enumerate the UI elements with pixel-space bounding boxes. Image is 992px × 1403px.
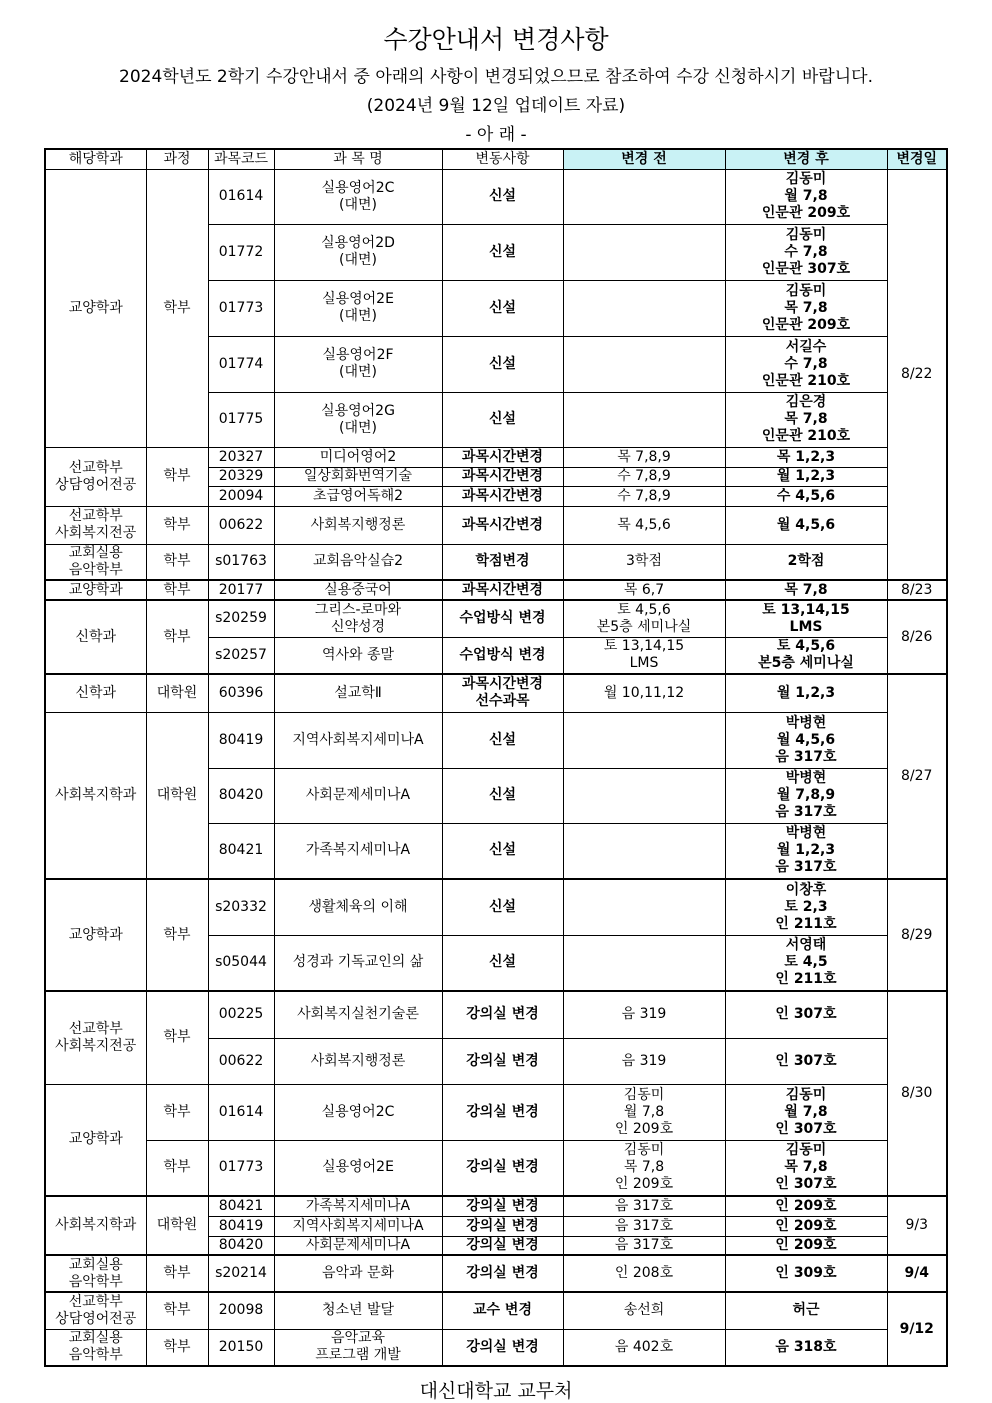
- change-cell: 신설: [442, 336, 563, 392]
- table-row: [45, 1084, 947, 1140]
- subject-cell: 실용영어2C: [274, 1084, 442, 1140]
- course-cell: 학부: [146, 1140, 208, 1196]
- after-cell: 인 209호: [725, 1196, 887, 1216]
- date-cell: 8/27: [887, 674, 947, 879]
- dept-cell: 선교학부 사회복지전공: [45, 506, 146, 544]
- date-cell: 9/4: [887, 1255, 947, 1292]
- before-cell: [563, 280, 725, 336]
- code-cell: 01775: [208, 392, 274, 447]
- subject-cell: 사회복지실천기술론: [274, 991, 442, 1038]
- page-title: 수강안내서 변경사항: [383, 25, 609, 54]
- table-row: [45, 1140, 947, 1196]
- code-cell: 20150: [208, 1329, 274, 1366]
- code-cell: 00622: [208, 506, 274, 544]
- code-cell: s05044: [208, 935, 274, 991]
- date-cell: 9/3: [887, 1196, 947, 1255]
- subject-cell: 실용영어2E (대면): [274, 280, 442, 336]
- course-cell: 학부: [146, 1255, 208, 1292]
- after-cell: 이창후 토 2,3 인 211호: [725, 879, 887, 935]
- table-row: [45, 580, 947, 600]
- after-cell: 월 1,2,3: [725, 674, 887, 712]
- code-cell: s20214: [208, 1255, 274, 1292]
- course-cell: 대학원: [146, 1196, 208, 1255]
- code-cell: 01773: [208, 280, 274, 336]
- after-cell: 월 1,2,3: [725, 467, 887, 486]
- col-header-dept: 해당학과: [45, 149, 146, 169]
- table-row: [45, 879, 947, 935]
- table-row: [45, 1292, 947, 1329]
- subject-cell: 음악교육 프로그램 개발: [274, 1329, 442, 1366]
- subject-cell: 일상회화번역기술: [274, 467, 442, 486]
- change-cell: 수업방식 변경: [442, 600, 563, 637]
- before-cell: 수 7,8,9: [563, 486, 725, 506]
- change-cell: 과목시간변경: [442, 580, 563, 600]
- before-cell: 음 317호: [563, 1236, 725, 1255]
- before-cell: 음 317호: [563, 1216, 725, 1236]
- code-cell: 20098: [208, 1292, 274, 1329]
- after-cell: 음 318호: [725, 1329, 887, 1366]
- dept-cell: 선교학부 상담영어전공: [45, 447, 146, 506]
- date-cell: 8/30: [887, 991, 947, 1196]
- dept-cell: 교양학과: [45, 169, 146, 447]
- change-cell: 학점변경: [442, 544, 563, 580]
- code-cell: 80420: [208, 768, 274, 823]
- subject-cell: 가족복지세미나A: [274, 1196, 442, 1216]
- change-cell: 강의실 변경: [442, 991, 563, 1038]
- course-cell: 학부: [146, 600, 208, 674]
- change-cell: 강의실 변경: [442, 1038, 563, 1084]
- before-cell: [563, 935, 725, 991]
- course-cell: 학부: [146, 879, 208, 991]
- code-cell: 01774: [208, 336, 274, 392]
- change-cell: 과목시간변경: [442, 467, 563, 486]
- before-cell: [563, 712, 725, 768]
- code-cell: s20332: [208, 879, 274, 935]
- before-cell: 토 4,5,6 본5층 세미나실: [563, 600, 725, 637]
- change-cell: 교수 변경: [442, 1292, 563, 1329]
- table-row: [45, 674, 947, 712]
- after-cell: 인 209호: [725, 1236, 887, 1255]
- before-cell: [563, 879, 725, 935]
- change-cell: 강의실 변경: [442, 1140, 563, 1196]
- footer-office: 대신대학교 교무처: [419, 1380, 573, 1402]
- subject-cell: 그리스-로마와 신약성경: [274, 600, 442, 637]
- subject-cell: 성경과 기독교인의 삶: [274, 935, 442, 991]
- subject-cell: 초급영어독해2: [274, 486, 442, 506]
- table-row: [45, 600, 947, 637]
- subject-cell: 역사와 종말: [274, 637, 442, 674]
- table-row: [45, 712, 947, 768]
- after-cell: 김동미 수 7,8 인문관 307호: [725, 224, 887, 280]
- course-cell: 대학원: [146, 712, 208, 879]
- table-row: [45, 1255, 947, 1292]
- dept-cell: 사회복지학과: [45, 712, 146, 879]
- dept-cell: 교양학과: [45, 580, 146, 600]
- change-cell: 강의실 변경: [442, 1216, 563, 1236]
- col-header-date: 변경일: [887, 149, 947, 169]
- change-cell: 과목시간변경 선수과목: [442, 674, 563, 712]
- code-cell: 00225: [208, 991, 274, 1038]
- code-cell: 80419: [208, 712, 274, 768]
- subject-cell: 가족복지세미나A: [274, 823, 442, 879]
- subject-cell: 실용영어2C (대면): [274, 169, 442, 224]
- subject-cell: 설교학Ⅱ: [274, 674, 442, 712]
- subject-cell: 사회문제세미나A: [274, 1236, 442, 1255]
- col-header-change: 변동사항: [442, 149, 563, 169]
- before-cell: 김동미 목 7,8 인 209호: [563, 1140, 725, 1196]
- dept-cell: 교양학과: [45, 879, 146, 991]
- subject-cell: 지역사회복지세미나A: [274, 712, 442, 768]
- before-cell: 인 208호: [563, 1255, 725, 1292]
- before-cell: 3학점: [563, 544, 725, 580]
- subject-cell: 미디어영어2: [274, 447, 442, 467]
- before-cell: 수 7,8,9: [563, 467, 725, 486]
- code-cell: 20177: [208, 580, 274, 600]
- code-cell: 80421: [208, 823, 274, 879]
- change-cell: 강의실 변경: [442, 1084, 563, 1140]
- subject-cell: 실용영어2G (대면): [274, 392, 442, 447]
- date-cell: 8/23: [887, 580, 947, 600]
- after-cell: 인 209호: [725, 1216, 887, 1236]
- code-cell: s20257: [208, 637, 274, 674]
- after-cell: 인 307호: [725, 1038, 887, 1084]
- change-cell: 신설: [442, 823, 563, 879]
- code-cell: 01772: [208, 224, 274, 280]
- code-cell: 80421: [208, 1196, 274, 1216]
- col-header-after: 변경 후: [725, 149, 887, 169]
- course-cell: 학부: [146, 1292, 208, 1329]
- after-cell: 박병현 월 4,5,6 음 317호: [725, 712, 887, 768]
- table-row: [45, 1196, 947, 1216]
- change-cell: 과목시간변경: [442, 447, 563, 467]
- before-cell: 음 317호: [563, 1196, 725, 1216]
- course-cell: 학부: [146, 506, 208, 544]
- subject-cell: 실용중국어: [274, 580, 442, 600]
- course-cell: 학부: [146, 169, 208, 447]
- course-cell: 학부: [146, 447, 208, 506]
- subject-cell: 음악과 문화: [274, 1255, 442, 1292]
- change-cell: 신설: [442, 768, 563, 823]
- course-cell: 대학원: [146, 674, 208, 712]
- before-cell: 음 402호: [563, 1329, 725, 1366]
- after-cell: 김동미 월 7,8 인문관 209호: [725, 169, 887, 224]
- change-cell: 과목시간변경: [442, 506, 563, 544]
- after-cell: 토 4,5,6 본5층 세미나실: [725, 637, 887, 674]
- dept-cell: 교회실용 음악학부: [45, 1255, 146, 1292]
- subject-cell: 실용영어2F (대면): [274, 336, 442, 392]
- before-cell: 목 4,5,6: [563, 506, 725, 544]
- change-cell: 신설: [442, 280, 563, 336]
- code-cell: 20329: [208, 467, 274, 486]
- change-cell: 과목시간변경: [442, 486, 563, 506]
- subject-cell: 생활체육의 이해: [274, 879, 442, 935]
- header-row: [45, 149, 947, 169]
- dept-cell: 신학과: [45, 600, 146, 674]
- code-cell: 01614: [208, 1084, 274, 1140]
- course-cell: 학부: [146, 580, 208, 600]
- table-row: [45, 991, 947, 1038]
- change-cell: 강의실 변경: [442, 1236, 563, 1255]
- change-cell: 강의실 변경: [442, 1255, 563, 1292]
- dept-cell: 교회실용 음악학부: [45, 1329, 146, 1366]
- course-cell: 학부: [146, 1329, 208, 1366]
- before-cell: 음 319: [563, 991, 725, 1038]
- date-cell: 8/29: [887, 879, 947, 991]
- dept-cell: 선교학부 사회복지전공: [45, 991, 146, 1084]
- change-cell: 강의실 변경: [442, 1329, 563, 1366]
- col-header-before: 변경 전: [563, 149, 725, 169]
- after-cell: 목 1,2,3: [725, 447, 887, 467]
- after-cell: 토 13,14,15 LMS: [725, 600, 887, 637]
- code-cell: s01763: [208, 544, 274, 580]
- code-cell: 80419: [208, 1216, 274, 1236]
- before-cell: 목 6,7: [563, 580, 725, 600]
- before-cell: 음 319: [563, 1038, 725, 1084]
- col-header-course: 과정: [146, 149, 208, 169]
- code-cell: s20259: [208, 600, 274, 637]
- code-cell: 01773: [208, 1140, 274, 1196]
- after-cell: 인 309호: [725, 1255, 887, 1292]
- change-cell: 강의실 변경: [442, 1196, 563, 1216]
- code-cell: 20327: [208, 447, 274, 467]
- subject-cell: 청소년 발달: [274, 1292, 442, 1329]
- date-cell: 8/26: [887, 600, 947, 674]
- code-cell: 20094: [208, 486, 274, 506]
- table-row: [45, 169, 947, 224]
- date-cell: 8/22: [887, 169, 947, 580]
- table-row: [45, 447, 947, 467]
- date-cell: 9/12: [887, 1292, 947, 1366]
- change-cell: 신설: [442, 224, 563, 280]
- course-cell: 학부: [146, 544, 208, 580]
- dept-cell: 교양학과: [45, 1084, 146, 1196]
- course-cell: 학부: [146, 1084, 208, 1140]
- table-row: [45, 544, 947, 580]
- after-cell: 박병현 월 7,8,9 음 317호: [725, 768, 887, 823]
- change-cell: 신설: [442, 935, 563, 991]
- subject-cell: 실용영어2D (대면): [274, 224, 442, 280]
- dept-cell: 선교학부 상담영어전공: [45, 1292, 146, 1329]
- change-cell: 신설: [442, 392, 563, 447]
- before-cell: [563, 336, 725, 392]
- before-cell: 김동미 월 7,8 인 209호: [563, 1084, 725, 1140]
- after-cell: 박병현 월 1,2,3 음 317호: [725, 823, 887, 879]
- after-cell: 서영태 토 4,5 인 211호: [725, 935, 887, 991]
- code-cell: 60396: [208, 674, 274, 712]
- dept-cell: 신학과: [45, 674, 146, 712]
- after-cell: 서길수 수 7,8 인문관 210호: [725, 336, 887, 392]
- before-cell: [563, 823, 725, 879]
- after-cell: 허근: [725, 1292, 887, 1329]
- subject-cell: 지역사회복지세미나A: [274, 1216, 442, 1236]
- subject-cell: 사회문제세미나A: [274, 768, 442, 823]
- subject-cell: 사회복지행정론: [274, 1038, 442, 1084]
- update-note: (2024년 9월 12일 업데이트 자료): [366, 96, 626, 116]
- subject-cell: 교회음악실습2: [274, 544, 442, 580]
- after-cell: 월 4,5,6: [725, 506, 887, 544]
- before-cell: [563, 768, 725, 823]
- dept-cell: 교회실용 음악학부: [45, 544, 146, 580]
- after-cell: 김동미 목 7,8 인 307호: [725, 1140, 887, 1196]
- code-cell: 00622: [208, 1038, 274, 1084]
- col-header-subject: 과 목 명: [274, 149, 442, 169]
- dept-cell: 사회복지학과: [45, 1196, 146, 1255]
- col-header-code: 과목코드: [208, 149, 274, 169]
- before-cell: 토 13,14,15 LMS: [563, 637, 725, 674]
- after-cell: 김동미 목 7,8 인문관 209호: [725, 280, 887, 336]
- after-cell: 목 7,8: [725, 580, 887, 600]
- changes-table: [44, 148, 948, 1367]
- subject-cell: 실용영어2E: [274, 1140, 442, 1196]
- before-cell: [563, 392, 725, 447]
- change-cell: 수업방식 변경: [442, 637, 563, 674]
- change-cell: 신설: [442, 879, 563, 935]
- before-cell: 월 10,11,12: [563, 674, 725, 712]
- course-cell: 학부: [146, 991, 208, 1084]
- after-cell: 2학점: [725, 544, 887, 580]
- subject-cell: 사회복지행정론: [274, 506, 442, 544]
- code-cell: 80420: [208, 1236, 274, 1255]
- before-cell: 송선희: [563, 1292, 725, 1329]
- after-cell: 인 307호: [725, 991, 887, 1038]
- before-cell: 목 7,8,9: [563, 447, 725, 467]
- table-row: [45, 506, 947, 544]
- after-cell: 수 4,5,6: [725, 486, 887, 506]
- code-cell: 01614: [208, 169, 274, 224]
- before-cell: [563, 224, 725, 280]
- table-row: [45, 1329, 947, 1366]
- notice-text: 2024학년도 2학기 수강안내서 중 아래의 사항이 변경되었으므로 참조하여 수강 신청하시기 바랍니다.: [119, 67, 873, 87]
- below-label: - 아 래 -: [465, 125, 527, 145]
- after-cell: 김은경 목 7,8 인문관 210호: [725, 392, 887, 447]
- after-cell: 김동미 월 7,8 인 307호: [725, 1084, 887, 1140]
- change-cell: 신설: [442, 712, 563, 768]
- change-cell: 신설: [442, 169, 563, 224]
- before-cell: [563, 169, 725, 224]
